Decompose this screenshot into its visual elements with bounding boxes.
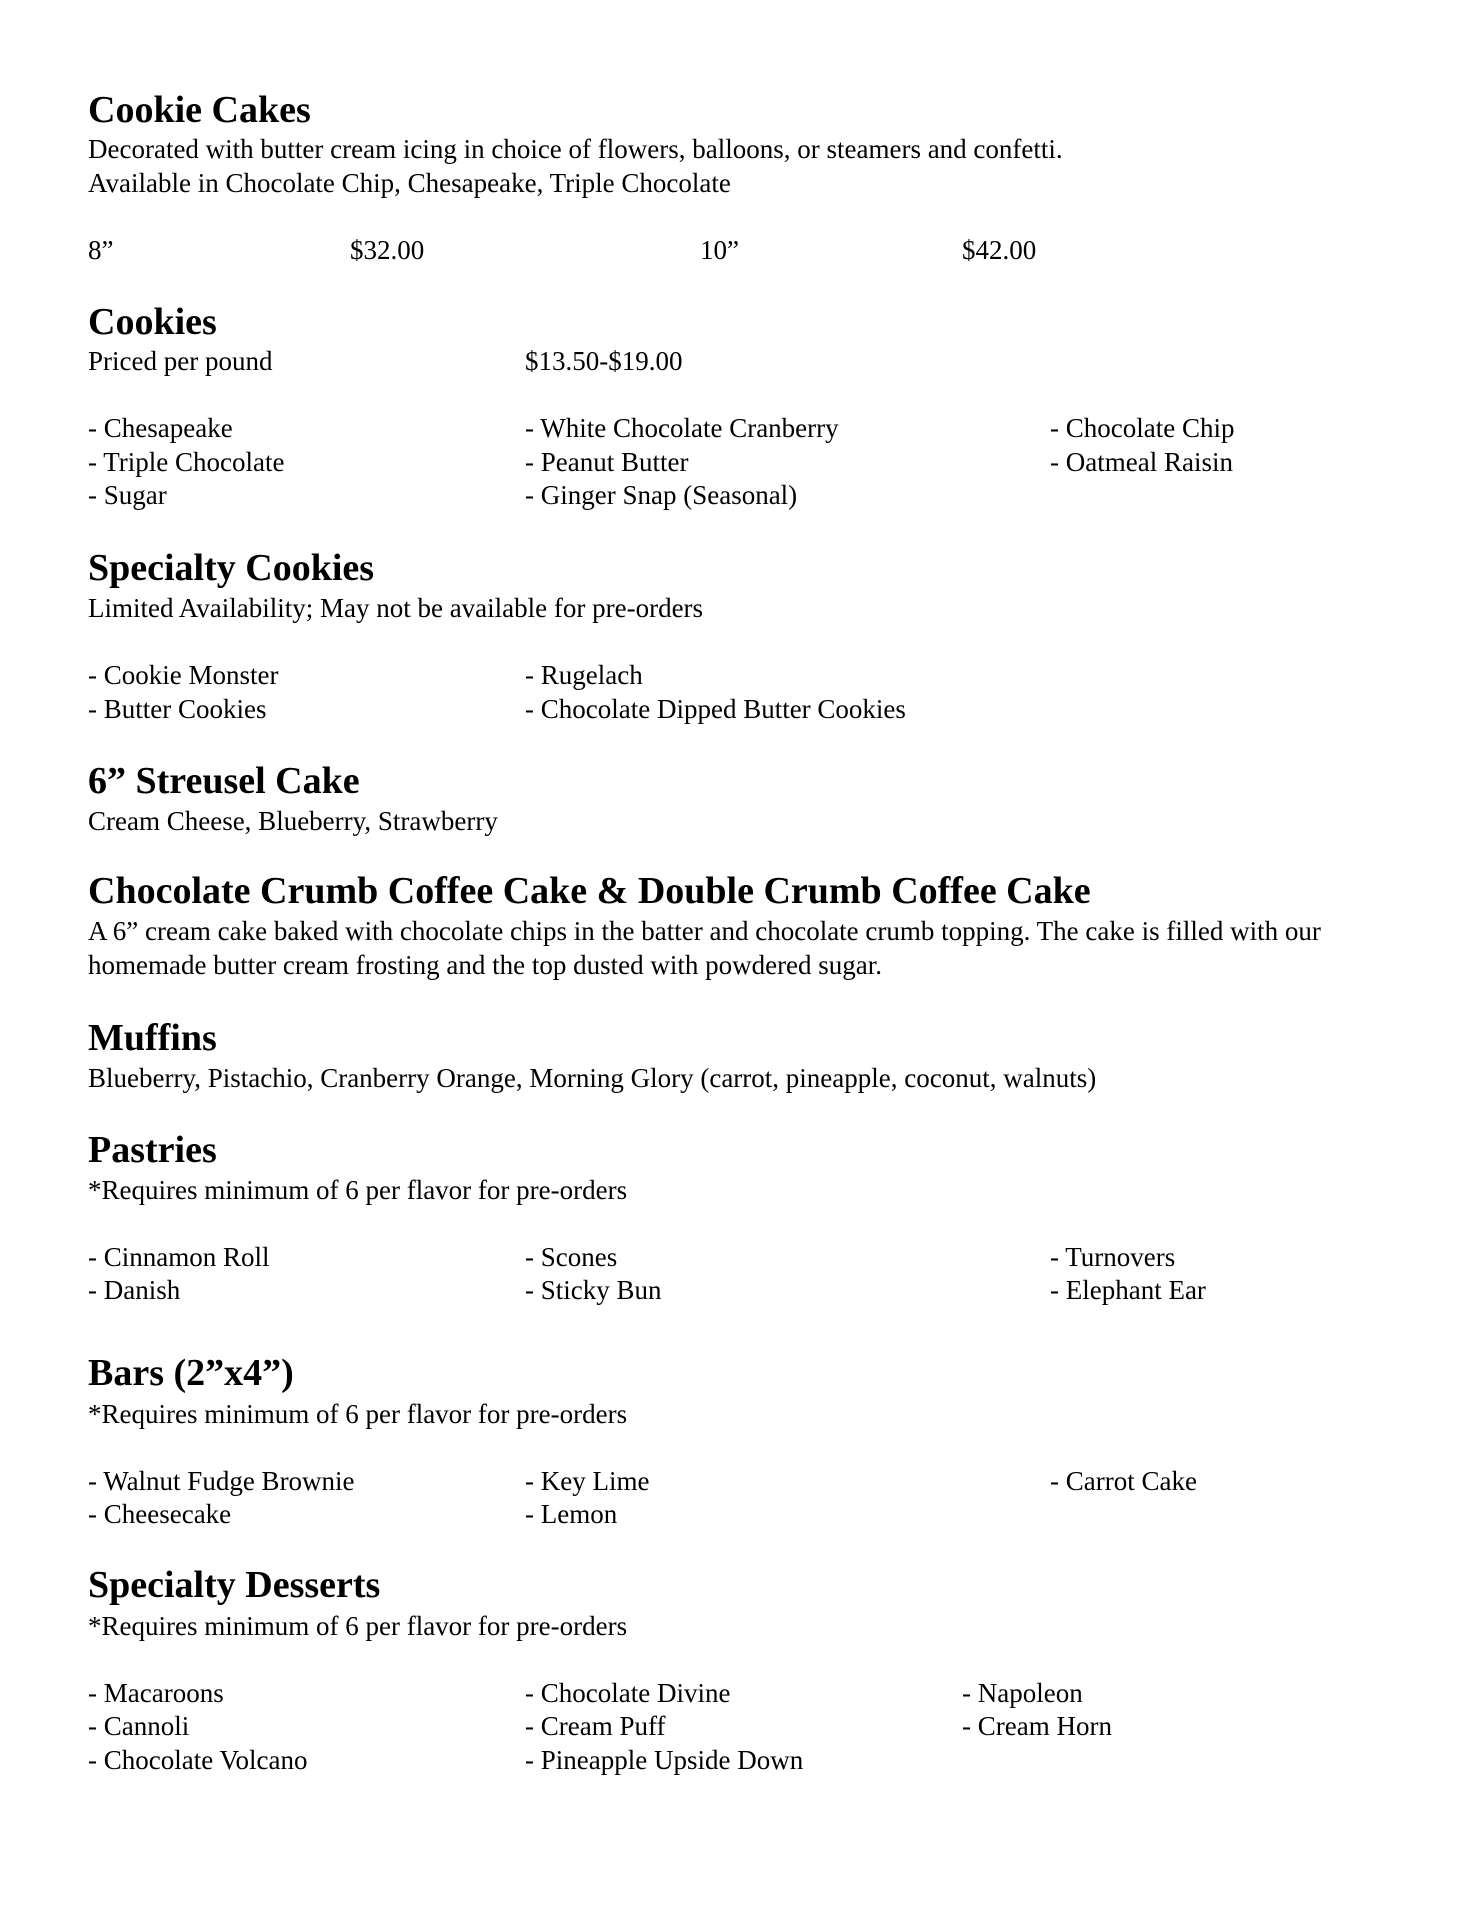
list-item: - Cookie Monster xyxy=(88,660,279,690)
list-item: - Key Lime xyxy=(525,1466,650,1496)
list-item: - Rugelach xyxy=(525,660,643,690)
list-item: - Chesapeake xyxy=(88,413,233,443)
list-item: - White Chocolate Cranberry xyxy=(525,413,839,443)
list-item: - Turnovers xyxy=(1050,1242,1176,1272)
list-item: - Cannoli xyxy=(88,1711,190,1741)
cookie-cakes-heading: Cookie Cakes xyxy=(88,89,311,131)
cookie-cake-size-8: 8” xyxy=(88,235,114,265)
muffins-heading: Muffins xyxy=(88,1017,217,1059)
cookie-cakes-description: Decorated with butter cream icing in choice of flowers, balloons, or steamers and confetti. xyxy=(88,134,1063,164)
bars-heading: Bars (2”x4”) xyxy=(88,1352,294,1394)
list-item: - Elephant Ear xyxy=(1050,1275,1206,1305)
cookies-price-label: Priced per pound xyxy=(88,346,273,376)
streusel-cake-flavors: Cream Cheese, Blueberry, Strawberry xyxy=(88,806,498,836)
list-item: - Sugar xyxy=(88,480,167,510)
muffins-flavors: Blueberry, Pistachio, Cranberry Orange, Morning Glory (carrot, pineapple, coconut, walnuts) xyxy=(88,1063,1097,1093)
list-item: - Scones xyxy=(525,1242,618,1272)
cookies-price: $13.50-$19.00 xyxy=(525,346,683,376)
list-item: - Ginger Snap (Seasonal) xyxy=(525,480,798,510)
coffee-cake-heading: Chocolate Crumb Coffee Cake & Double Crumb Coffee Cake xyxy=(88,870,1091,912)
list-item: - Chocolate Chip xyxy=(1050,413,1235,443)
cookies-heading: Cookies xyxy=(88,301,217,343)
specialty-desserts-heading: Specialty Desserts xyxy=(88,1564,381,1606)
list-item: - Cream Puff xyxy=(525,1711,666,1741)
list-item: - Chocolate Dipped Butter Cookies xyxy=(525,694,906,724)
specialty-cookies-heading: Specialty Cookies xyxy=(88,547,375,589)
list-item: - Danish xyxy=(88,1275,181,1305)
list-item: - Chocolate Volcano xyxy=(88,1745,308,1775)
list-item: - Carrot Cake xyxy=(1050,1466,1197,1496)
list-item: - Peanut Butter xyxy=(525,447,689,477)
coffee-cake-description: A 6” cream cake baked with chocolate chips in the batter and chocolate crumb topping. The cake is filled with our homemade butter cream frosting and the top dusted with powdered sugar. xyxy=(88,916,1321,980)
list-item: - Lemon xyxy=(525,1499,618,1529)
list-item: - Walnut Fudge Brownie xyxy=(88,1466,355,1496)
list-item: - Cheesecake xyxy=(88,1499,232,1529)
list-item: - Pineapple Upside Down xyxy=(525,1745,804,1775)
list-item: - Oatmeal Raisin xyxy=(1050,447,1233,477)
specialty-cookies-note: Limited Availability; May not be available for pre-orders xyxy=(88,593,704,623)
specialty-desserts-note: *Requires minimum of 6 per flavor for pre-orders xyxy=(88,1611,628,1641)
list-item: - Macaroons xyxy=(88,1678,224,1708)
cookie-cake-price-8: $32.00 xyxy=(350,235,425,265)
pastries-heading: Pastries xyxy=(88,1129,217,1171)
list-item: - Chocolate Divine xyxy=(525,1678,731,1708)
list-item: - Cream Horn xyxy=(962,1711,1112,1741)
list-item: - Butter Cookies xyxy=(88,694,267,724)
list-item: - Napoleon xyxy=(962,1678,1083,1708)
list-item: - Triple Chocolate xyxy=(88,447,285,477)
cookie-cake-size-10: 10” xyxy=(700,235,739,265)
streusel-cake-heading: 6” Streusel Cake xyxy=(88,760,360,802)
cookie-cake-price-10: $42.00 xyxy=(962,235,1037,265)
cookie-cakes-flavors: Available in Chocolate Chip, Chesapeake, Triple Chocolate xyxy=(88,168,731,198)
pastries-note: *Requires minimum of 6 per flavor for pre-orders xyxy=(88,1175,628,1205)
list-item: - Sticky Bun xyxy=(525,1275,662,1305)
bars-note: *Requires minimum of 6 per flavor for pre-orders xyxy=(88,1399,628,1429)
list-item: - Cinnamon Roll xyxy=(88,1242,270,1272)
